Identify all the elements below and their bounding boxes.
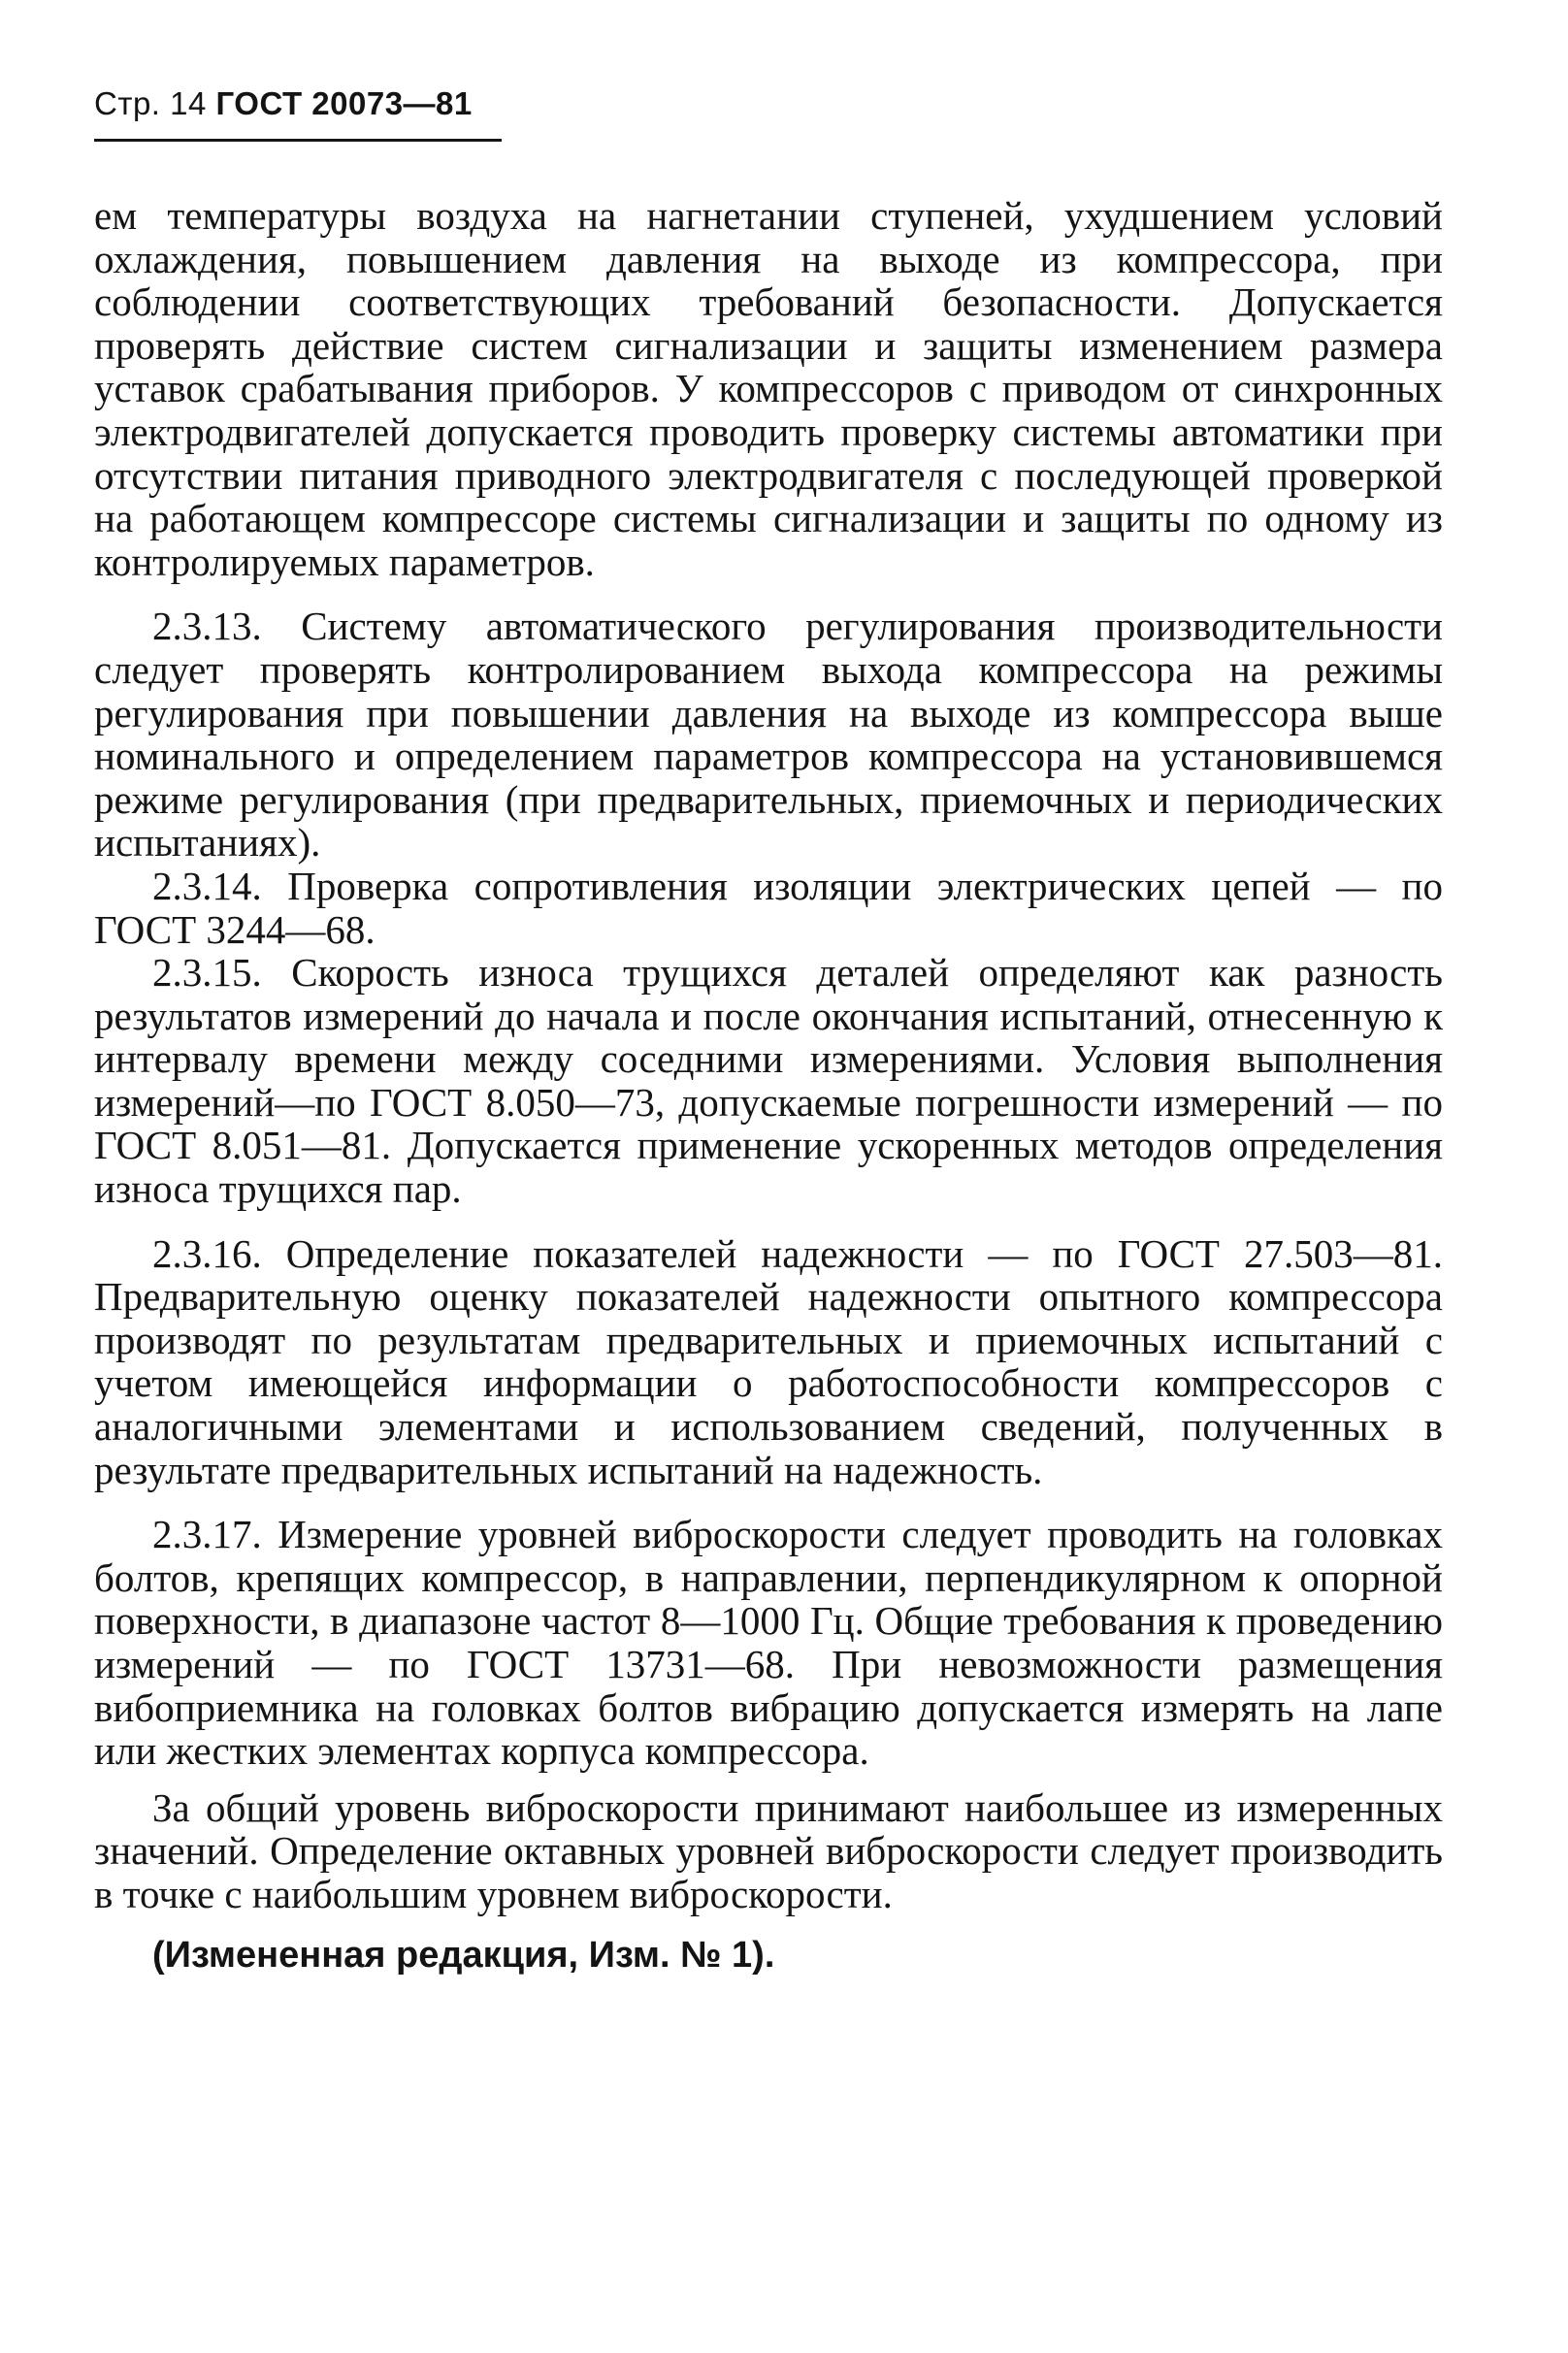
paragraph-2-3-16: 2.3.16. Определение показателей надежности — по ГОСТ 27.503—81. Предварительную оценку показателей надежности опытного компрессора производят по результатам предварительных и приемочных испытаний с учетом имеющейся информации о работоспособности компрессоров с аналогичными элементами и использованием сведений, полученных в результате предварительных испытаний на надежность. (94, 1230, 1443, 1492)
document-body (94, 194, 1443, 1977)
paragraph-2-3-14: 2.3.14. Проверка сопротивления изоляции электрических цепей — по ГОСТ 3244—68. (94, 863, 1443, 952)
paragraph-2-3-17: 2.3.17. Измерение уровней виброскорости следует проводить на головках болтов, крепящих компрессор, в направлении, перпендикулярном к опорной поверхности, в диапазоне частот 8—1000 Гц. Общие требования к проведению измерений — по ГОСТ 13731—68. При невозможности размещения вибоприемника на головках болтов вибрацию допускается измерять на лапе или жестких элементах корпуса компрессора. (94, 1512, 1443, 1774)
header-rule (94, 139, 502, 142)
paragraph-vibration-level: За общий уровень виброскорости принимают наибольшее из измеренных значений. Определение октавных уровней виброскорости следует производить в точке с наибольшим уровнем виброскорости. (94, 1784, 1443, 1916)
page-header (94, 85, 473, 122)
standard-designation: ГОСТ 20073—81 (215, 85, 473, 121)
amendment-note: (Измененная редакция, Изм. № 1). (152, 1934, 775, 1976)
page-number: Стр. 14 (94, 85, 207, 121)
paragraph-2-3-15: 2.3.15. Скорость износа трущихся деталей определяют как разность результатов измерений до начала и после окончания испытаний, отнесенную к интервалу времени между соседними измерениями. Условия выполнения измерений—по ГОСТ 8.050—73, допускаемые погрешности измерений — по ГОСТ 8.051—81. Допускается применение ускоренных методов определения износа трущихся пар. (94, 950, 1443, 1212)
paragraph-continuation: ем температуры воздуха на нагнетании ступеней, ухудшением условий охлаждения, повышением давления на выходе из компрессора, при соблюдении соответствующих требований безопасности. Допускается проверять действие систем сигнализации и защиты изменением размера уставок срабатывания приборов. У компрессоров с приводом от синхронных электродвигателей допускается проводить проверку системы автоматики при отсутствии питания приводного электродвигателя с последующей проверкой на работающем компрессоре системы сигнализации и защиты по одному из контролируемых параметров. (94, 193, 1443, 584)
paragraph-2-3-13: 2.3.13. Систему автоматического регулирования производительности следует проверять контролированием выхода компрессора на режимы регулирования при повышении давления на выходе из компрессора выше номинального и определением параметров компрессора на установившемся режиме регулирования (при предварительных, приемочных и периодических испытаниях). (94, 604, 1443, 866)
